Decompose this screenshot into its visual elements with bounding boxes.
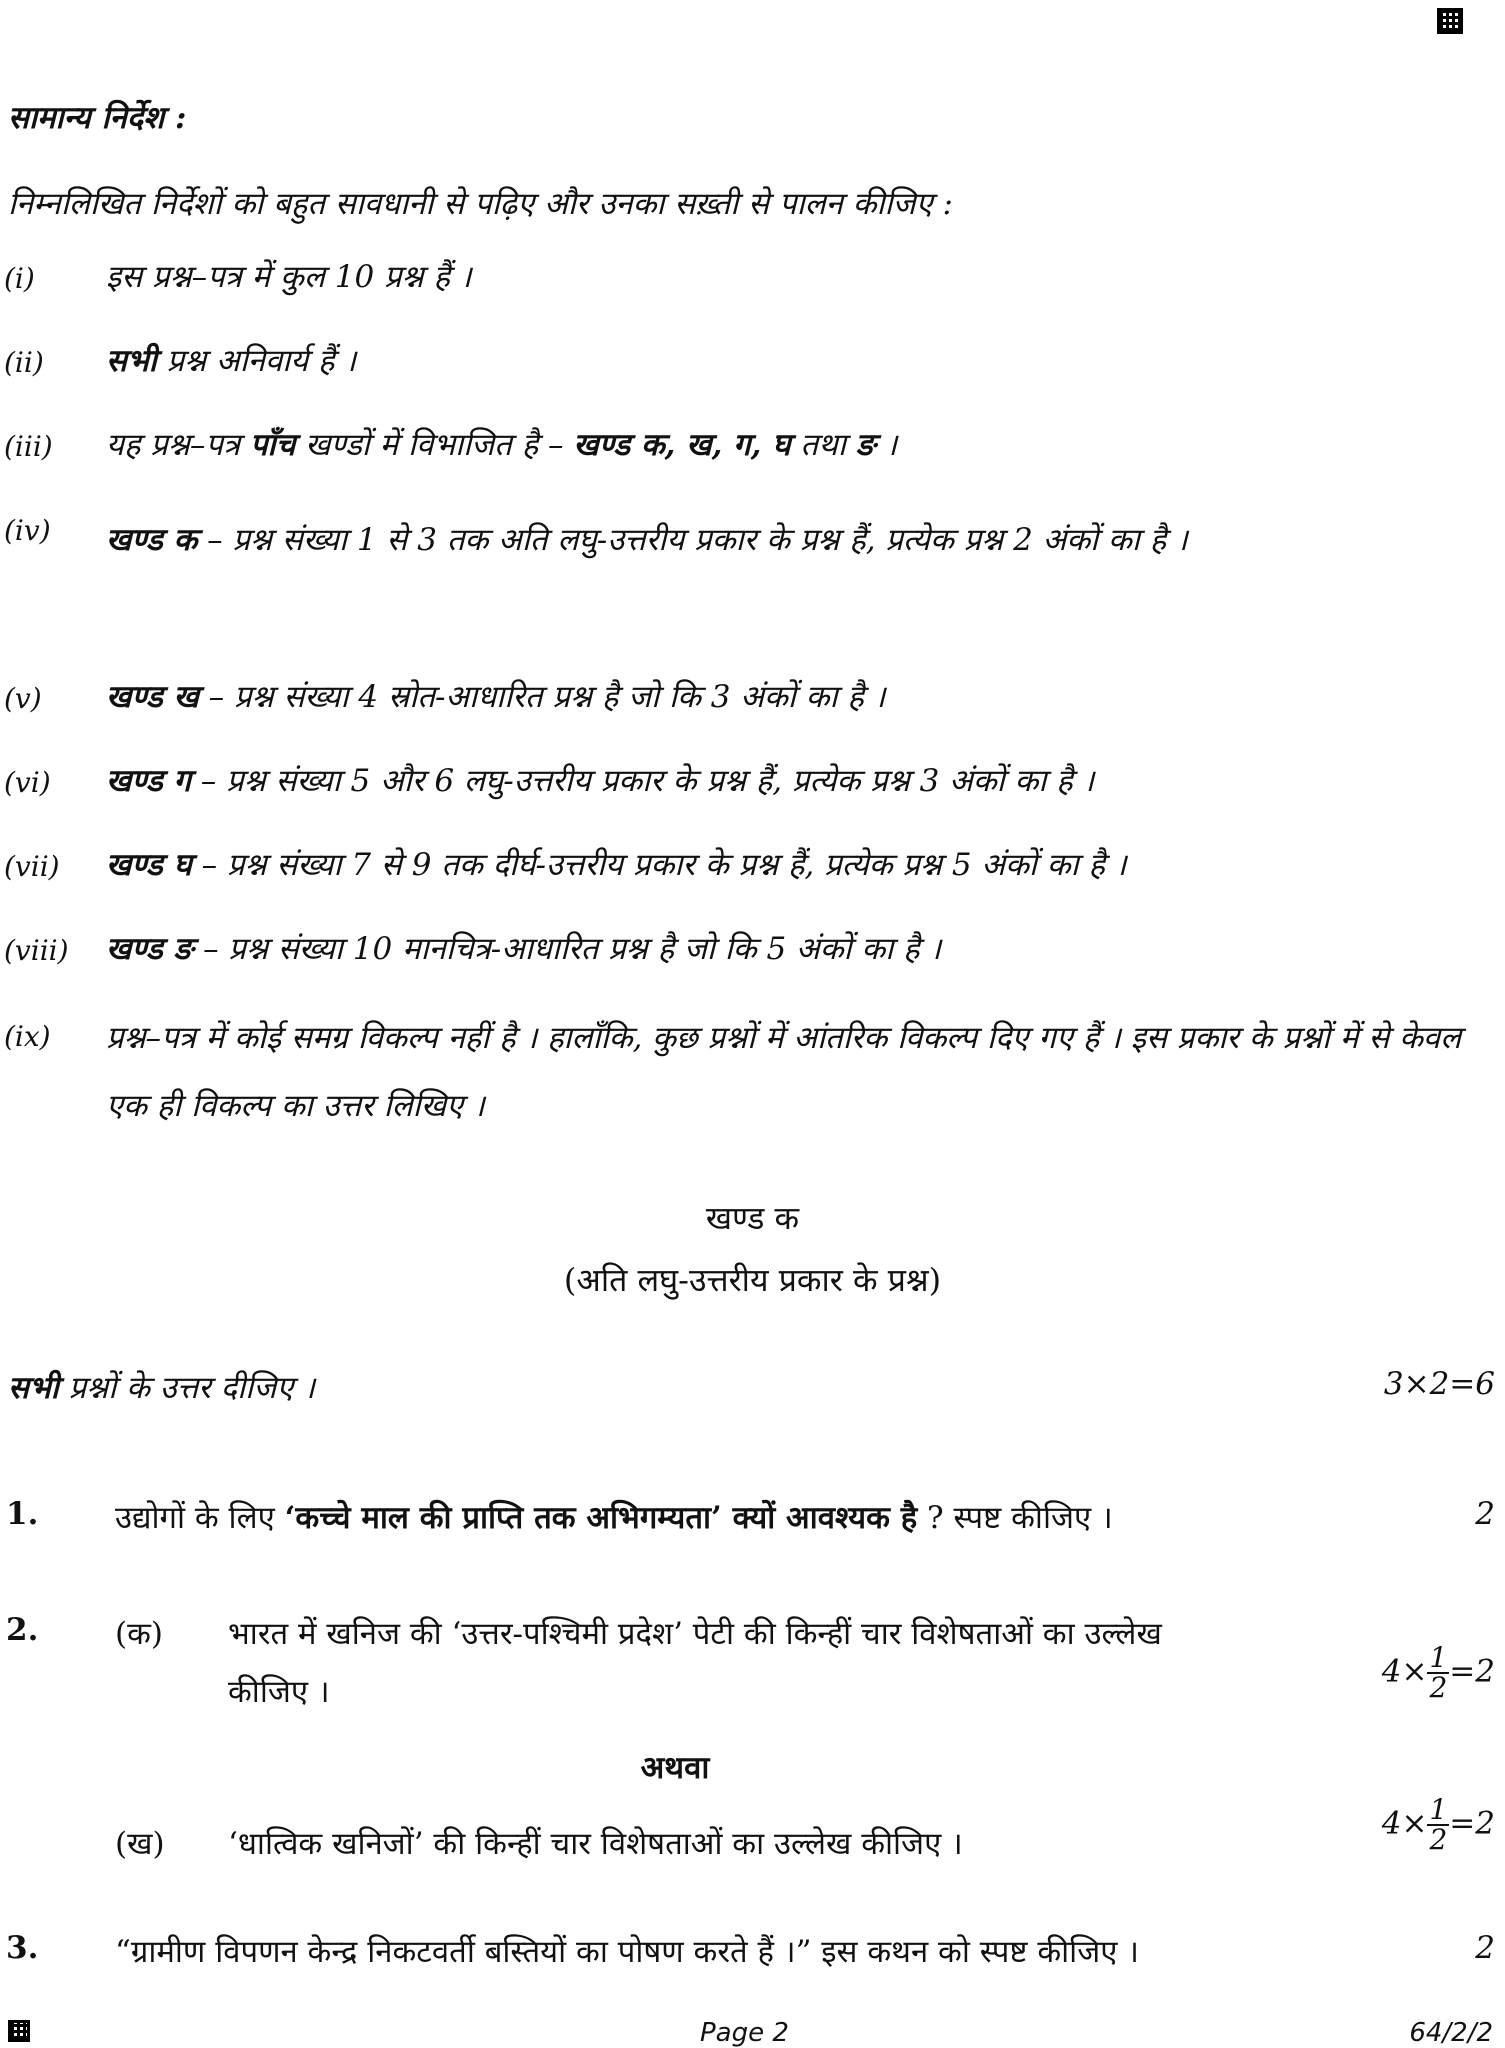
instruction-number: (viii) [4, 934, 69, 967]
question-marks [1381, 1793, 1495, 1856]
or-label [0, 1746, 1505, 1788]
instruction-text: – प्रश्न संख्या 4 स्रोत-आधारित प्रश्न है जो कि 3 अंकों का है । [198, 679, 886, 715]
general-instructions-title: सामान्य निर्देश : [8, 100, 187, 136]
fraction-denominator: 2 [1429, 1823, 1448, 1856]
instruction-bold: खण्ड घ [106, 847, 192, 883]
question-marks: 2 [1475, 1496, 1495, 1532]
instruction-text: इस प्रश्न–पत्र में कुल 10 प्रश्न हैं । [106, 259, 472, 295]
instruction-number: (v) [4, 682, 42, 715]
instruction-text: । [875, 427, 898, 463]
marks-suffix: =2 [1449, 1805, 1495, 1842]
instruction-bold: खण्ड ग [106, 763, 191, 799]
question-text: ? स्पष्ट कीजिए । [917, 1500, 1113, 1536]
instruction-bold: खण्ड ङ [106, 931, 194, 967]
fraction-denominator: 2 [1429, 1671, 1448, 1704]
instruction-text: – प्रश्न संख्या 5 और 6 लघु-उत्तरीय प्रकार के प्रश्न हैं, प्रत्येक प्रश्न 3 अंकों का है । [190, 763, 1095, 799]
fraction [1427, 1641, 1449, 1704]
instruction-number: (i) [4, 262, 35, 295]
section-subtitle: (अति लघु-उत्तरीय प्रकार के प्रश्न) [563, 1261, 942, 1299]
paper-code: 64/2/2 [1409, 2018, 1493, 2048]
instruction-text: – प्रश्न संख्या 10 मानचित्र-आधारित प्रश्न है जो कि 5 अंकों का है । [193, 931, 942, 967]
instruction-number: (vii) [4, 850, 60, 883]
instruction-text: – प्रश्न संख्या 7 से 9 तक दीर्घ-उत्तरीय प्रकार के प्रश्न हैं, प्रत्येक प्रश्न 5 अंकों का है । [191, 847, 1127, 883]
instruction-bold: खण्ड क, ख, ग, घ [573, 427, 791, 463]
qr-code-icon [8, 2020, 30, 2042]
fraction [1427, 1793, 1449, 1856]
section-title: खण्ड क [705, 1199, 800, 1237]
question-number: 1. [6, 1496, 39, 1532]
marks-suffix: =2 [1449, 1653, 1495, 1690]
instruction-text: – प्रश्न संख्या 1 से 3 तक अति लघु-उत्तरीय प्रकार के प्रश्न हैं, प्रत्येक प्रश्न 2 अंकों का है । [197, 522, 1188, 558]
question-text: “ग्रामीण विपणन केन्द्र निकटवर्ती बस्तियों का पोषण करते हैं ।” इस कथन को स्पष्ट कीजिए । [115, 1934, 1139, 1970]
question-text: ‘धात्विक खनिजों’ की किन्हीं चार विशेषताओं का उल्लेख कीजिए । [228, 1826, 963, 1862]
qr-code-icon [1437, 8, 1463, 34]
instruction-number: (iii) [4, 430, 53, 463]
question-bold-text: ‘कच्चे माल की प्राप्ति तक अभिगम्यता’ क्यों आवश्यक है [284, 1500, 918, 1536]
marks-prefix: 4× [1381, 1805, 1428, 1842]
instruction-bold: सभी [106, 343, 157, 379]
fraction-numerator: 1 [1429, 1793, 1448, 1826]
section-marks: 3×2=6 [1383, 1366, 1495, 1402]
section-instruction-bold: सभी [8, 1370, 59, 1406]
instruction-text: प्रश्न–पत्र में कोई समग्र विकल्प नहीं है । हालाँकि, कुछ प्रश्नों में आंतरिक विकल्प दिए गए हैं । इस प्रकार के प्रश्नों में से केवल एक ही विकल्प का उत्तर लिखिए । [106, 1020, 1462, 1124]
marks-prefix: 4× [1381, 1653, 1428, 1690]
question-marks: 2 [1475, 1930, 1495, 1966]
instruction-number: (vi) [4, 766, 51, 799]
question-text: उद्योगों के लिए [115, 1500, 285, 1536]
fraction-numerator: 1 [1429, 1641, 1448, 1674]
instruction-text: प्रश्न अनिवार्य हैं । [156, 343, 357, 379]
instruction-number: (ix) [4, 1020, 51, 1053]
question-text: कीजिए । [228, 1674, 330, 1710]
instructions-intro: निम्नलिखित निर्देशों को बहुत सावधानी से पढ़िए और उनका सख़्ती से पालन कीजिए : [8, 186, 953, 222]
option-label: (ख) [115, 1826, 165, 1862]
instruction-bold: पाँच [249, 427, 296, 463]
or-text: अथवा [640, 1750, 710, 1786]
question-number: 3. [6, 1930, 39, 1966]
instruction-number: (ii) [4, 346, 44, 379]
page-number: Page 2 [700, 2018, 789, 2048]
instruction-text: यह प्रश्न–पत्र [106, 427, 250, 463]
instruction-number: (iv) [4, 514, 51, 547]
instruction-bold: खण्ड ख [106, 679, 199, 715]
instruction-text: खण्डों में विभाजित है – [295, 427, 574, 463]
question-text: भारत में खनिज की ‘उत्तर-पश्चिमी प्रदेश’ पेटी की किन्हीं चार विशेषताओं का उल्लेख [228, 1616, 1162, 1652]
instruction-text: तथा [790, 427, 856, 463]
section-instruction-text: प्रश्नों के उत्तर दीजिए । [58, 1370, 315, 1406]
option-label: (क) [115, 1616, 163, 1652]
instruction-bold: खण्ड क [106, 522, 198, 558]
instruction-bold: ङ [855, 427, 876, 463]
question-number: 2. [6, 1612, 39, 1648]
question-marks [1381, 1641, 1495, 1704]
